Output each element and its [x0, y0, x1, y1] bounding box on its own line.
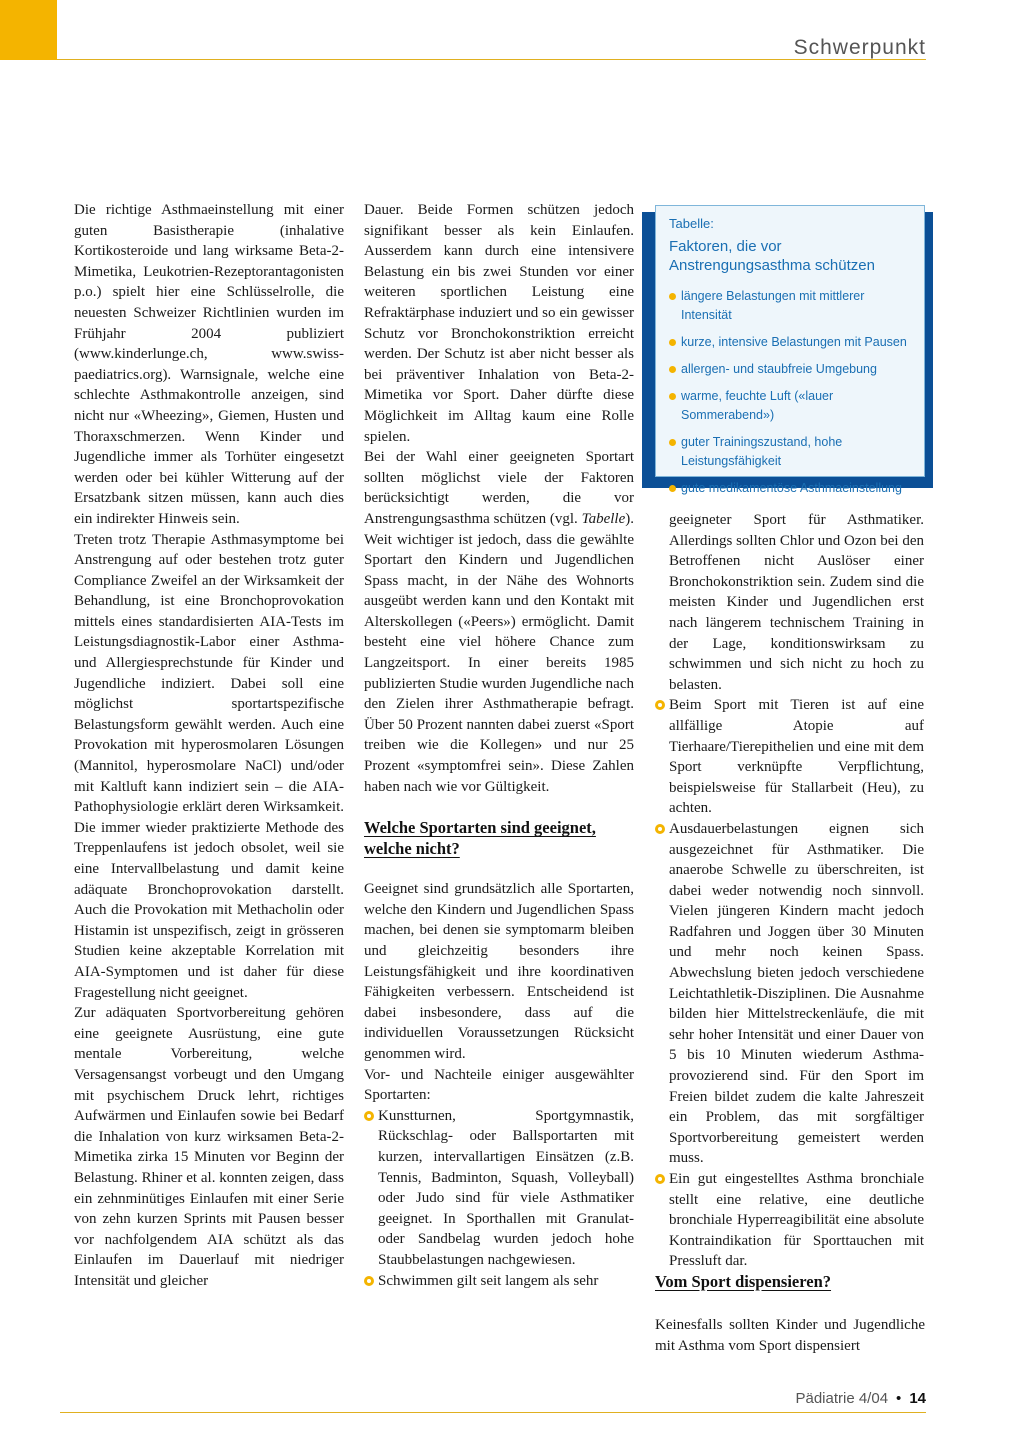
paragraph: [364, 447, 634, 797]
list-item: [364, 1271, 634, 1292]
column-1: [74, 200, 344, 1291]
section-title: Schwerpunkt: [793, 36, 926, 59]
list-item-text: Ausdauerbelastungen eignen sich ausgezeichnet für Asthmatiker. Die anaerobe Schwelle zu überschreiten, ist dabei weder notwendig noch sinnvoll. Vielen jüngeren Kindern macht jedoch Radfahren und Joggen über 30 Minuten und mehr noch keinen Spass. Abwechslung bieten jedoch verschiedene Leichtathletik-Disziplinen. Die Ausnahme bilden hier Mittelstreckenläufe, die mit sehr hoher Intensität und einer Dauer von 5 bis 10 Minuten wiederum Asthma-provozierend sind. Für den Sport im Freien bildet zudem die kalte Jahreszeit ein Problem, das mit sorgfältiger Sportvorbereitung gemeistert werden muss.: [669, 820, 924, 1167]
table-reference: Tabelle: [581, 510, 626, 527]
bullet-icon: [669, 339, 676, 346]
table-item-text: kurze, intensive Belastungen mit Pausen: [681, 335, 907, 349]
list-item-text: Ein gut eingestelltes Asthma bronchiale stellt eine relative, eine deutliche bronchiale Hyperreagibilität eine absolute Kontraindikation für Sporttauchen mit Pressluft dar.: [669, 1171, 924, 1270]
table-item-text: allergen- und staubfreie Umgebung: [681, 362, 877, 376]
bullet-icon: [669, 293, 676, 300]
bullet-icon: [669, 366, 676, 373]
list-item: [655, 819, 924, 1169]
paragraph: Geeignet sind grundsätzlich alle Sportarten, welche den Kindern und Jugendlichen Spass machen, bei denen sie symptomarm bleiben und gleichzeitig besonders ihre Leistungsfähigkeit und ihre koordinativen Fähigkeiten verbessern. Entscheidend ist dabei insbesondere, dass auf die individuellen Voraussetzungen Rücksicht genommen wird.: [364, 881, 634, 1062]
paragraph: Keinesfalls sollten Kinder und Jugendliche mit Asthma vom Sport dispensiert: [655, 1317, 925, 1354]
table-item: [669, 433, 912, 471]
table-item: [669, 387, 912, 425]
paragraph: Zur adäquaten Sportvorbereitung gehören eine geeignete Ausrüstung, eine gute mentale Vorbereitung, welche Versagensangst vorbeugt und den Umgang mit psychischem Druck lehrt, richtiges Aufwärmen und Einlaufen sowie bei Bedarf die Inhalation von kurz wirksamen Beta-2-Mimetika zirka 15 Minuten vor Beginn der Belastung. Rhiner et al. konnten zeigen, dass ein zehnminütiges Einlaufen mit einer Serie von zehn kurzen Sprints mit Pausen besser vor nachfolgendem AIA schützt als das Einlaufen im Dauerlauf mit niedriger Intensität und gleicher: [74, 1005, 344, 1289]
bullet-list: [655, 695, 924, 1272]
factor-table-box: [655, 205, 925, 495]
table-item: [669, 479, 912, 498]
column-3: [669, 510, 924, 1272]
table-title: Faktoren, die vor Anstrengungsasthma schützen: [669, 238, 875, 274]
paragraph: Dauer. Beide Formen schützen jedoch signifikant besser als kein Einlaufen. Ausserdem kann durch eine intensivere Belastung ein bis zwei Stunden vor einer weiteren sportlichen Leistung eine Refraktärphase induziert und so ein gewisser Schutz vor Bronchokonstriktion erreicht werden. Der Schutz ist aber nicht besser als bei präventiver Inhalation von Beta-2-Mimetika vor Sport. Daher dürfte diese Möglichkeit im Alltag kaum eine Rolle spielen.: [364, 202, 634, 445]
bullet-icon: [669, 439, 676, 446]
paragraph: Vor- und Nachteile einiger ausgewählter Sportarten:: [364, 1066, 634, 1104]
table-item-text: gute medikamentöse Asthmaeinstellung: [681, 481, 902, 495]
table-label: Tabelle:: [669, 216, 714, 231]
paragraph: Treten trotz Therapie Asthmasymptome bei Anstrengung auf oder bestehen trotz guter Compliance Zweifel an der Wirksamkeit der Behandlung, ist eine Bronchoprovokation mittels eines standardisierten AIA-Tests im Leistungsdiagnostik-Labor einer Asthma- und Allergiesprechstunde für Kinder und Jugendliche indiziert. Dabei soll eine möglichst sportartspezifische Belastungsform gewählt werden. Auch eine Provokation mit hyperosmolaren Lösungen (Mannitol, hyperosmolare NaCl) und/oder mit Kaltluft kann indiziert sein – die AIA-Pathophysiologie erklärt deren Wirksamkeit. Die immer wieder praktizierte Methode des Treppenlaufens ist jedoch obsolet, weil sie eine Intervallbelastung und damit keine adäquate Bronchoprovokation darstellt. Auch die Provokation mit Methacholin oder Histamin ist unspezifisch, zeigt in grösseren Studien keine akzeptable Korrelation mit AIA-Symptomen und ist daher für diese Fragestellung nicht geeignet.: [74, 531, 344, 1001]
table-item: [669, 333, 912, 352]
page-number: 14: [909, 1390, 926, 1407]
corner-accent-block: [0, 0, 57, 60]
journal-issue: Pädiatrie 4/04: [795, 1390, 889, 1407]
table-list: [669, 287, 912, 498]
bullet-icon: [669, 485, 676, 492]
bullet-icon: [655, 1174, 665, 1184]
table-item: [669, 360, 912, 379]
table-item-text: längere Belastungen mit mittlerer Intensität: [681, 289, 865, 322]
text-run: ). Weit wichtiger ist jedoch, dass die gewählte Sportart den Kindern und Jugendlichen Spass macht, in der Nähe des Wohnorts ausgeübt werden kann und den Kontakt mit Alterskollegen («Peers») ermöglicht. Damit besteht eine viel höhere Chance zum Langzeitsport. In einer bereits 1985 publizierten Studie wurden Jugendliche nach den Zielen ihrer Asthmatherapie befragt. Über 50 Prozent nannten dabei zuerst «Sport treiben wie die Kollegen» und nur 25 Prozent «symptomfrei sein». Diese Zahlen haben nach wie vor Gültigkeit.: [364, 510, 634, 795]
section-heading: Welche Sportarten sind geeignet, welche nicht?: [364, 818, 596, 859]
paragraph: geeigneter Sport für Asthmatiker. Allerdings sollten Chlor und Ozon bei den Betroffenen nicht Auslöser einer Bronchokonstriktion sein. Zudem sind die meisten Kinder und Jugendlichen erst nach längerem technischem Training in der Lage, konditionswirksam zu schwimmen und sich nicht zu hoch zu belasten.: [669, 512, 924, 693]
list-item: [655, 1169, 924, 1272]
table-item-text: guter Trainingszustand, hohe Leistungsfähigkeit: [681, 435, 843, 468]
list-item-text: Beim Sport mit Tieren ist auf eine allfällige Atopie auf Tierhaare/Tierepithelien und eine mit dem Sport verknüpfte Verpflichtung, beispielsweise für Stallarbeit (Heu), zu achten.: [669, 697, 924, 817]
footer: [795, 1390, 926, 1407]
bullet-icon: [655, 700, 665, 710]
table-item: [669, 287, 912, 325]
bullet-icon: [669, 393, 676, 400]
list-item: [364, 1106, 634, 1271]
column-2: [364, 200, 634, 1291]
table-item-text: warme, feuchte Luft («lauer Sommerabend»): [681, 389, 834, 422]
list-item-text: Kunstturnen, Sportgymnastik, Rückschlag- oder Ballsportarten mit kurzen, intervallartigen Einsätzen (z.B. Tennis, Badminton, Squash, Volleyball) oder Judo sind für viele Asthmatiker geeignet. In Sporthallen mit Granulat- oder Sandbelag wurden jedoch hohe Staubbelastungen nachgewiesen.: [378, 1107, 634, 1268]
paragraph: Die richtige Asthmaeinstellung mit einer guten Basistherapie (inhalative Kortikosteroide und lang wirksame Beta-2-Mimetika, Leukotrien-Rezeptorantagonisten p.o.) spielt hier eine Schlüsselrolle, die neuesten Schweizer Richtlinien wurden im Frühjahr 2004 publiziert (www.kinderlunge.ch, www.swiss-paediatrics.org). Warnsignale, welche eine schlechte Asthmakontrolle anzeigen, sind nicht nur «Wheezing», Giemen, Husten und Thoraxschmerzen. Wenn Kinder und Jugendliche immer als Torhüter eingesetzt werden oder bei kühler Witterung auf der Ersatzbank sitzen müssen, kann auch dies ein indirekter Hinweis sein.: [74, 202, 344, 527]
column-3-continued: [655, 1315, 925, 1356]
footer-separator: •: [896, 1390, 902, 1407]
bullet-icon: [655, 824, 665, 834]
text-run: Bei der Wahl einer geeigneten Sportart sollten möglichst viele der Faktoren berücksichtigt werden, die vor Anstrengungsasthma schützen (vgl.: [364, 449, 634, 527]
bullet-icon: [364, 1111, 374, 1121]
section-heading: Vom Sport dispensieren?: [655, 1272, 832, 1291]
footer-rule: [60, 1412, 926, 1413]
list-item: [655, 695, 924, 819]
list-item-text: Schwimmen gilt seit langem als sehr: [378, 1272, 599, 1289]
bullet-list: [364, 1106, 634, 1291]
bullet-icon: [364, 1276, 374, 1286]
